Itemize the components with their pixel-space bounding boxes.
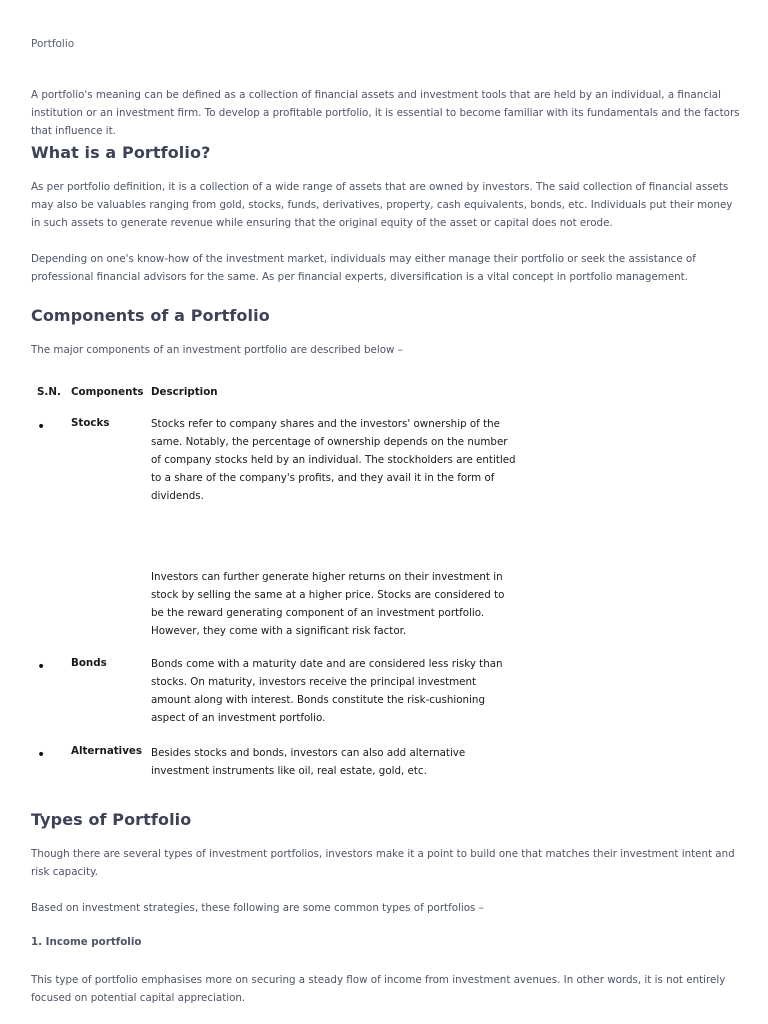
table-header-sn: S.N. [37,386,61,398]
subheading-income-portfolio: 1. Income portfolio [31,936,142,948]
table-row-description: Bonds come with a maturity date and are considered less risky than stocks. On maturity, investors receive the principal investment amount along with interest. Bonds constitute the risk-cushioning aspect of an investment portfolio. [151,658,503,724]
bullet-icon: • [37,659,46,675]
what-is-paragraph-2: Depending on one's know-how of the investment market, individuals may either manage their portfolio or seek the assistance of professional financial advisors for the same. As per financial experts, diversification is a vital concept in portfolio management. [31,253,696,283]
components-intro: The major components of an investment portfolio are described below – [31,344,403,356]
section-heading-components: Components of a Portfolio [31,306,270,325]
table-row-component: Bonds [71,657,107,669]
income-portfolio-paragraph: This type of portfolio emphasises more on securing a steady flow of income from investment avenues. In other words, it is not entirely focused on potential capital appreciation. [31,974,726,1004]
table-row-component: Alternatives [71,745,143,757]
table-header-description: Description [151,386,218,398]
what-is-paragraph-1: As per portfolio definition, it is a collection of a wide range of assets that are owned by investors. The said collection of financial assets may also be valuables ranging from gold, stocks, funds, derivatives, property, cash equivalents, bonds, etc. Individuals put their money in such assets to generate revenue while ensuring that the original equity of the asset or capital does not erode. [31,181,733,229]
breadcrumb[interactable]: Portfolio [31,38,75,50]
intro-paragraph: A portfolio's meaning can be defined as a collection of financial assets and investment tools that are held by an individual, a financial institution or an investment firm. To develop a profitable portfolio, it is essential to become familiar with its fundamentals and the factors that influence it. [31,89,740,137]
section-heading-types: Types of Portfolio [31,810,192,829]
types-paragraph-2: Based on investment strategies, these following are some common types of portfolios – [31,902,484,914]
table-row-description-continued: Investors can further generate higher returns on their investment in stock by selling the same at a higher price. Stocks are considered to be the reward generating component of an investment portfolio. However, they come with a significant risk factor. [151,571,505,637]
table-row-component: Stocks [71,417,110,429]
bullet-icon: • [37,747,46,763]
table-row-description: Stocks refer to company shares and the investors' ownership of the same. Notably, the percentage of ownership depends on the number of company stocks held by an individual. The stockholders are entitled to a share of the company's profits, and they avail it in the form of dividends. [151,418,516,502]
table-row-description: Besides stocks and bonds, investors can also add alternative investment instruments like oil, real estate, gold, etc. [151,747,466,777]
types-paragraph-1: Though there are several types of investment portfolios, investors make it a point to build one that matches their investment intent and risk capacity. [31,848,735,878]
table-header-components: Components [71,386,144,398]
section-heading-what-is-portfolio: What is a Portfolio? [31,143,211,162]
bullet-icon: • [37,419,46,435]
